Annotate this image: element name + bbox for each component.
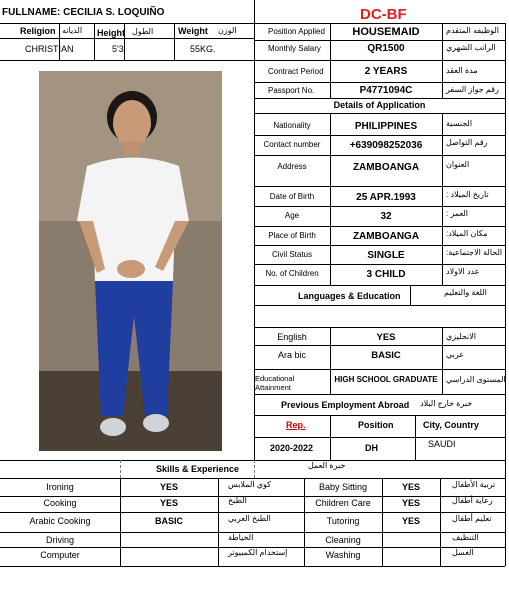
detail-label: Civil Status [271, 250, 312, 259]
detail-value: 25 APR.1993 [356, 192, 416, 203]
languages-title-ar: اللغة والتعليم [444, 288, 487, 297]
skill-value: YES [401, 498, 420, 508]
language-value: BASIC [371, 350, 401, 361]
detail-label-ar: العمر : [446, 209, 469, 218]
skill-label: Cooking [43, 498, 77, 508]
applicant-photo [39, 71, 222, 451]
employment-position-header: Position [358, 420, 394, 430]
detail-label: Nationality [273, 121, 311, 130]
skill-label: Cleaning [325, 535, 361, 545]
skill-label: Tutoring [326, 516, 360, 526]
detail-label-ar: مكان الميلاد: [446, 229, 488, 238]
skill-label-ar: تربية الأطفال [452, 480, 496, 489]
skill-label-ar: الخياطة [228, 533, 254, 542]
application-label: Passport No. [268, 86, 315, 95]
skill-label-ar: الطبخ [228, 496, 247, 505]
weight-value: 55KG. [190, 44, 216, 54]
detail-label: Address [277, 162, 307, 171]
height-label: Height [97, 28, 125, 38]
skill-label-ar: كوي الملابس [228, 480, 271, 489]
detail-label: Place of Birth [268, 231, 316, 240]
skill-label: Washing [325, 550, 361, 560]
weight-label-ar: الوزن [218, 26, 237, 35]
detail-value: 32 [380, 211, 392, 222]
local-experience-ar: خبرة العمل [308, 461, 346, 470]
skill-label-ar: إستخدام الكمبيوتر [228, 548, 288, 557]
detail-label: Date of Birth [269, 192, 315, 201]
skill-value: BASIC [154, 516, 183, 526]
detail-value: +639098252036 [349, 140, 423, 151]
detail-value: ZAMBOANGA [352, 231, 420, 242]
detail-value: 3 CHILD [366, 269, 406, 280]
detail-label-ar: تاريخ الميلاد : [446, 190, 489, 199]
language-value: HIGH SCHOOL GRADUATE [334, 375, 438, 384]
language-label: Ara bic [277, 350, 306, 360]
application-label: Position Applied [268, 27, 325, 36]
skill-label-ar: الطبخ العربي [228, 514, 271, 523]
skill-label: Ironing [46, 482, 74, 492]
detail-label-ar: الحالة الاجتماعية: [446, 248, 503, 257]
employment-position: DH [365, 443, 378, 453]
employment-period-header: Rep. [286, 420, 306, 430]
employment-country-header: City, Country [423, 420, 479, 430]
skill-label-ar: التنظيف [452, 533, 479, 542]
application-label: Monthly Salary [268, 44, 321, 53]
application-label-ar: رقم جواز السفر [446, 85, 499, 94]
skill-label-ar: رعاية أطفال [452, 496, 493, 505]
fullname-label: FULLNAME: CECILIA S. LOQUIÑO [2, 7, 165, 18]
employment-title: Previous Employment Abroad [281, 400, 410, 410]
skill-label-ar: الغسل [452, 548, 474, 557]
application-label-ar: الراتب الشهري [446, 43, 496, 52]
employment-country: SAUDI [428, 439, 456, 449]
skill-value: YES [401, 482, 420, 492]
religion-value: CHRISTIAN [25, 44, 74, 54]
detail-label-ar: عدد الاولاد [446, 267, 480, 276]
application-value: HOUSEMAID [352, 26, 420, 38]
agency-code: DC-BF [360, 6, 407, 23]
language-label-ar: الانجليزي [446, 332, 476, 341]
detail-label: Contact number [263, 140, 321, 149]
detail-label: No. of Children [265, 269, 319, 278]
skill-label: Driving [45, 535, 74, 545]
skill-label: Children Care [315, 498, 371, 508]
application-value: 2 YEARS [364, 66, 408, 77]
application-label: Contract Period [268, 67, 324, 76]
skill-label: Arabic Cooking [29, 516, 91, 526]
language-label: Educational Attainment [255, 374, 295, 392]
religion-label-ar: الديانه [62, 26, 83, 35]
skills-title: Skills & Experience [156, 464, 240, 474]
application-value: P4771094C [359, 85, 413, 96]
employment-period: 2020-2022 [270, 443, 314, 453]
language-label-ar: المستوى الدراسي [446, 375, 506, 384]
languages-title: Languages & Education [298, 291, 401, 301]
skill-label: Computer [40, 550, 80, 560]
detail-value: ZAMBOANGA [352, 162, 420, 173]
language-label-ar: عربي [446, 350, 465, 359]
details-title: Details of Application [333, 100, 426, 110]
religion-label: Religion [20, 26, 56, 36]
detail-label-ar: الجنسية [446, 119, 473, 128]
weight-label: Weight [178, 26, 208, 36]
skill-value: YES [401, 516, 420, 526]
employment-title-ar: خبرة خارج البلاد [420, 399, 473, 408]
height-value: 5'3 [112, 44, 124, 54]
detail-value: PHILIPPINES [354, 121, 418, 132]
skill-value: YES [159, 498, 178, 508]
application-label-ar: الوظيفه المتقدم [446, 26, 500, 35]
detail-label-ar: رقم التواصل [446, 138, 488, 147]
detail-label-ar: العنوان [446, 160, 470, 169]
language-label: English [277, 332, 307, 342]
detail-label: Age [284, 211, 300, 220]
height-label-ar: الطول [132, 27, 154, 36]
skill-value: YES [159, 482, 178, 492]
application-label-ar: مدة العقد [446, 66, 478, 75]
language-value: YES [376, 332, 396, 343]
detail-value: SINGLE [367, 250, 405, 261]
skill-label-ar: تعليم أطفال [452, 514, 492, 523]
application-value: QR1500 [367, 43, 405, 54]
skill-label: Baby Sitting [318, 482, 368, 492]
